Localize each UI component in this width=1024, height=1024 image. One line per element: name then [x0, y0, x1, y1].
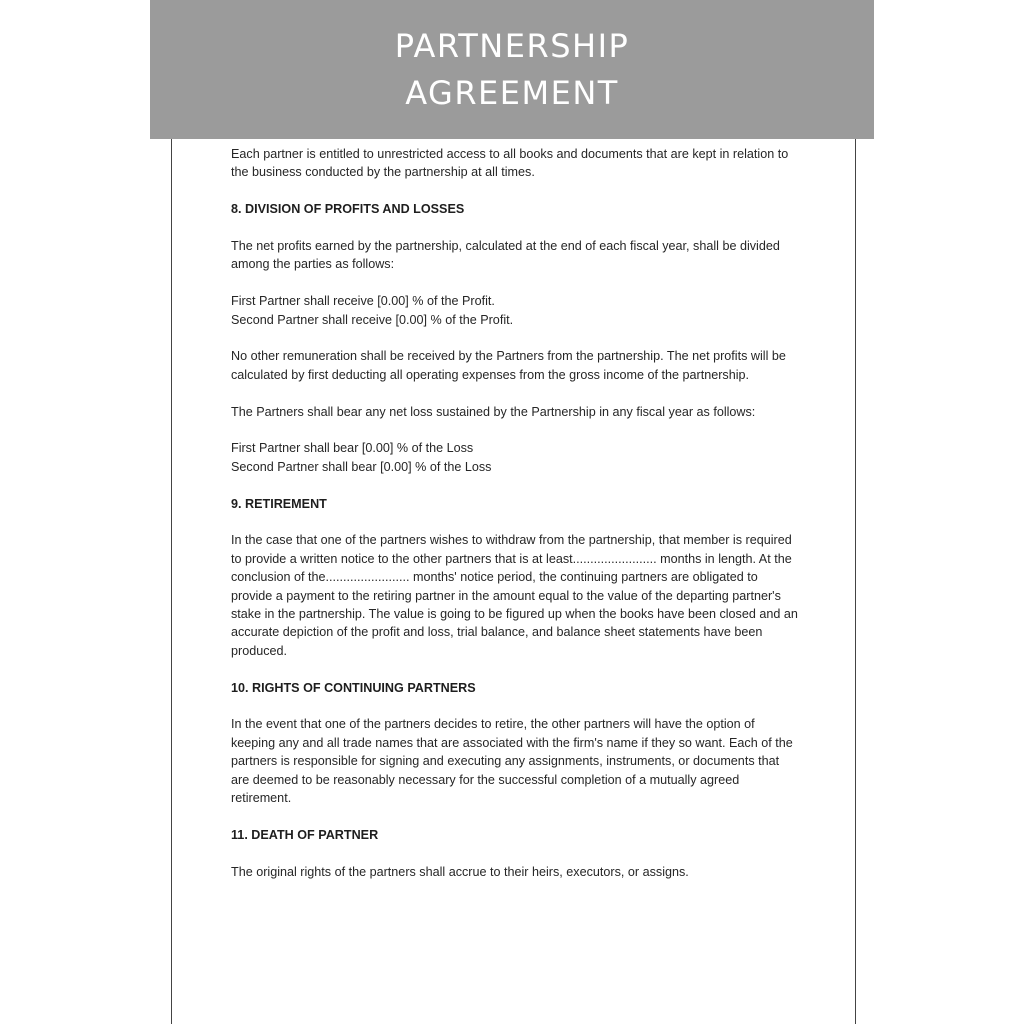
profit-shares — [231, 292, 799, 329]
section-11-heading: 11. DEATH OF PARTNER — [231, 827, 379, 842]
section-8-heading: 8. DIVISION OF PROFITS AND LOSSES — [231, 202, 465, 217]
loss-line-first-partner: First Partner shall bear [0.00] % of the Loss — [231, 441, 474, 456]
banner-title-line-1: PARTNERSHIP — [394, 26, 630, 65]
section-10-paragraph-1: In the event that one of the partners decides to retire, the other partners will have the option of keeping any and all trade names that are associated with the firm's name if they so want. Each of the partners is responsible for signing and executing any assignments, instruments, or documents that are deemed to be reasonably necessary for the successful completion of a mutually agreed retirement. — [231, 717, 793, 806]
profit-line-first-partner: First Partner shall receive [0.00] % of the Profit. — [231, 294, 495, 309]
loss-shares — [231, 439, 799, 476]
banner-title — [395, 23, 630, 117]
loss-line-second-partner: Second Partner shall bear [0.00] % of the Loss — [231, 459, 492, 474]
section-9-paragraph-1: In the case that one of the partners wishes to withdraw from the partnership, that member is required to provide a written notice to the other partners that is at least........................ months in length. At the conclusion of the........................ months' notice period, the continuing partners are obligated to provide a payment to the retiring partner in the amount equal to the value of the departing partner's stake in the partnership. The value is going to be figured up when the books have been closed and an accurate depiction of the profit and loss, trial balance, and balance sheet statements have been produced. — [231, 533, 798, 658]
banner-title-line-2: AGREEMENT — [405, 73, 619, 112]
profit-line-second-partner: Second Partner shall receive [0.00] % of the Profit. — [231, 312, 514, 327]
section-11-paragraph-1: The original rights of the partners shall accrue to their heirs, executors, or assigns. — [231, 864, 689, 879]
document-body — [231, 145, 799, 899]
section-8-paragraph-1: The net profits earned by the partnership, calculated at the end of each fiscal year, shall be divided among the parties as follows: — [231, 239, 780, 272]
section-10-heading: 10. RIGHTS OF CONTINUING PARTNERS — [231, 680, 476, 695]
section-8-paragraph-3: The Partners shall bear any net loss sustained by the Partnership in any fiscal year as follows: — [231, 404, 756, 419]
title-banner — [150, 0, 874, 139]
section-8-paragraph-2: No other remuneration shall be received by the Partners from the partnership. The net profits will be calculated by first deducting all operating expenses from the gross income of the partnership. — [231, 349, 786, 382]
section-9-heading: 9. RETIREMENT — [231, 496, 327, 511]
intro-paragraph: Each partner is entitled to unrestricted access to all books and documents that are kept in relation to the business conducted by the partnership at all times. — [231, 147, 789, 180]
